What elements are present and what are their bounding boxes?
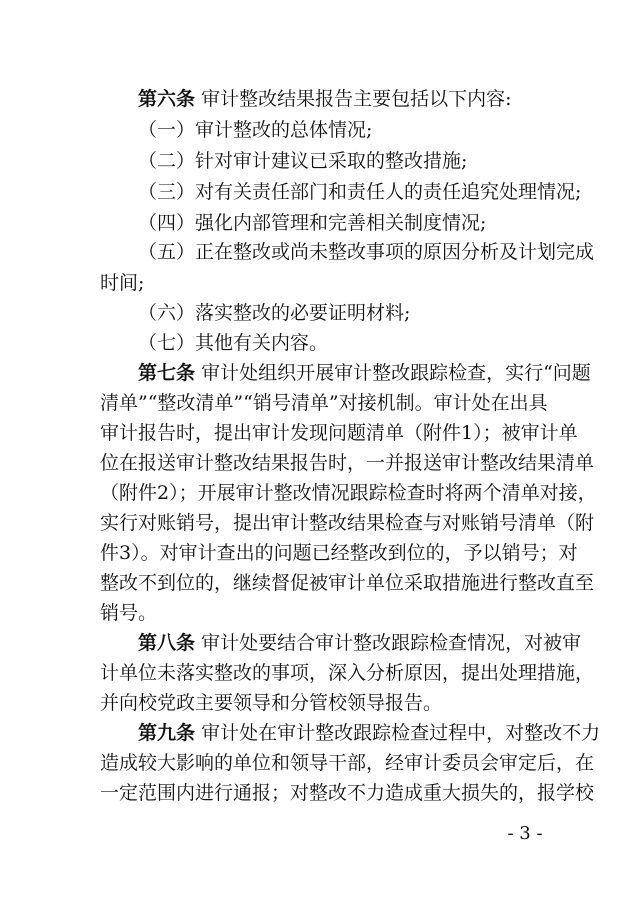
article-6-heading [138,84,540,114]
article-9-line: 一定范围内进行通报；对整改不力造成重大损失的，报学校 [100,782,595,804]
article-9-line: 审计处在审计整改跟踪检查过程中，对整改不力 [201,722,601,744]
article-6-item-7: （七）其他有关内容。 [138,332,329,354]
article-6-item-3: （三）对有关责任部门和责任人的责任追究处理情况; [138,181,582,203]
article-9-heading [138,718,601,748]
article-9-title: 第九条 [138,722,196,744]
article-6-item-2: （二）针对审计建议已采取的整改措施; [138,150,468,172]
article-6-item-5-cont: 时间; [100,272,145,294]
article-8-line: 审计处要结合审计整改跟踪检查情况，对被审 [201,632,582,654]
article-7-line: 清单”“整改清单”“销号清单”对接机制。审计处在出具 [100,392,548,414]
article-6-intro: 审计整改结果报告主要包括以下内容: [201,88,512,110]
article-7-line: 审计处组织开展审计整改跟踪检查，实行“问题 [201,362,591,384]
article-7-line: 位在报送审计整改结果报告时，一并报送审计整改结果清单 [100,452,595,474]
article-9-line: 造成较大影响的单位和领导干部，经审计委员会审定后，在 [100,752,595,774]
article-7-line: 整改不到位的，继续督促被审计单位采取措施进行整改直至 [100,572,595,594]
article-6-item-5: （五）正在整改或尚未整改事项的原因分析及计划完成 [138,241,595,263]
article-7-line: 件3）。对审计查出的问题已经整改到位的，予以销号；对 [100,542,578,564]
article-7-line: （附件2）；开展审计整改情况跟踪检查时将两个清单对接， [100,482,597,504]
article-7-line: 实行对账销号，提出审计整改结果检查与对账销号清单（附 [100,512,595,534]
article-6-item-1: （一）审计整改的总体情况; [138,119,373,141]
article-7-heading [138,358,591,388]
article-6-item-6: （六）落实整改的必要证明材料; [138,302,411,324]
article-7-line: 销号。 [100,602,158,624]
article-6-title: 第六条 [138,88,196,110]
article-8-line: 计单位未落实整改的事项，深入分析原因，提出处理措施， [100,662,595,684]
page-number: - 3 - [507,823,543,844]
article-8-heading [138,628,582,658]
article-7-title: 第七条 [138,362,196,384]
article-7-line: 审计报告时，提出审计发现问题清单（附件1）；被审计单 [100,422,578,444]
article-6-item-4: （四）强化内部管理和完善相关制度情况; [138,212,487,234]
article-8-title: 第八条 [138,632,196,654]
article-8-line: 并向校党政主要领导和分管校领导报告。 [100,692,443,714]
